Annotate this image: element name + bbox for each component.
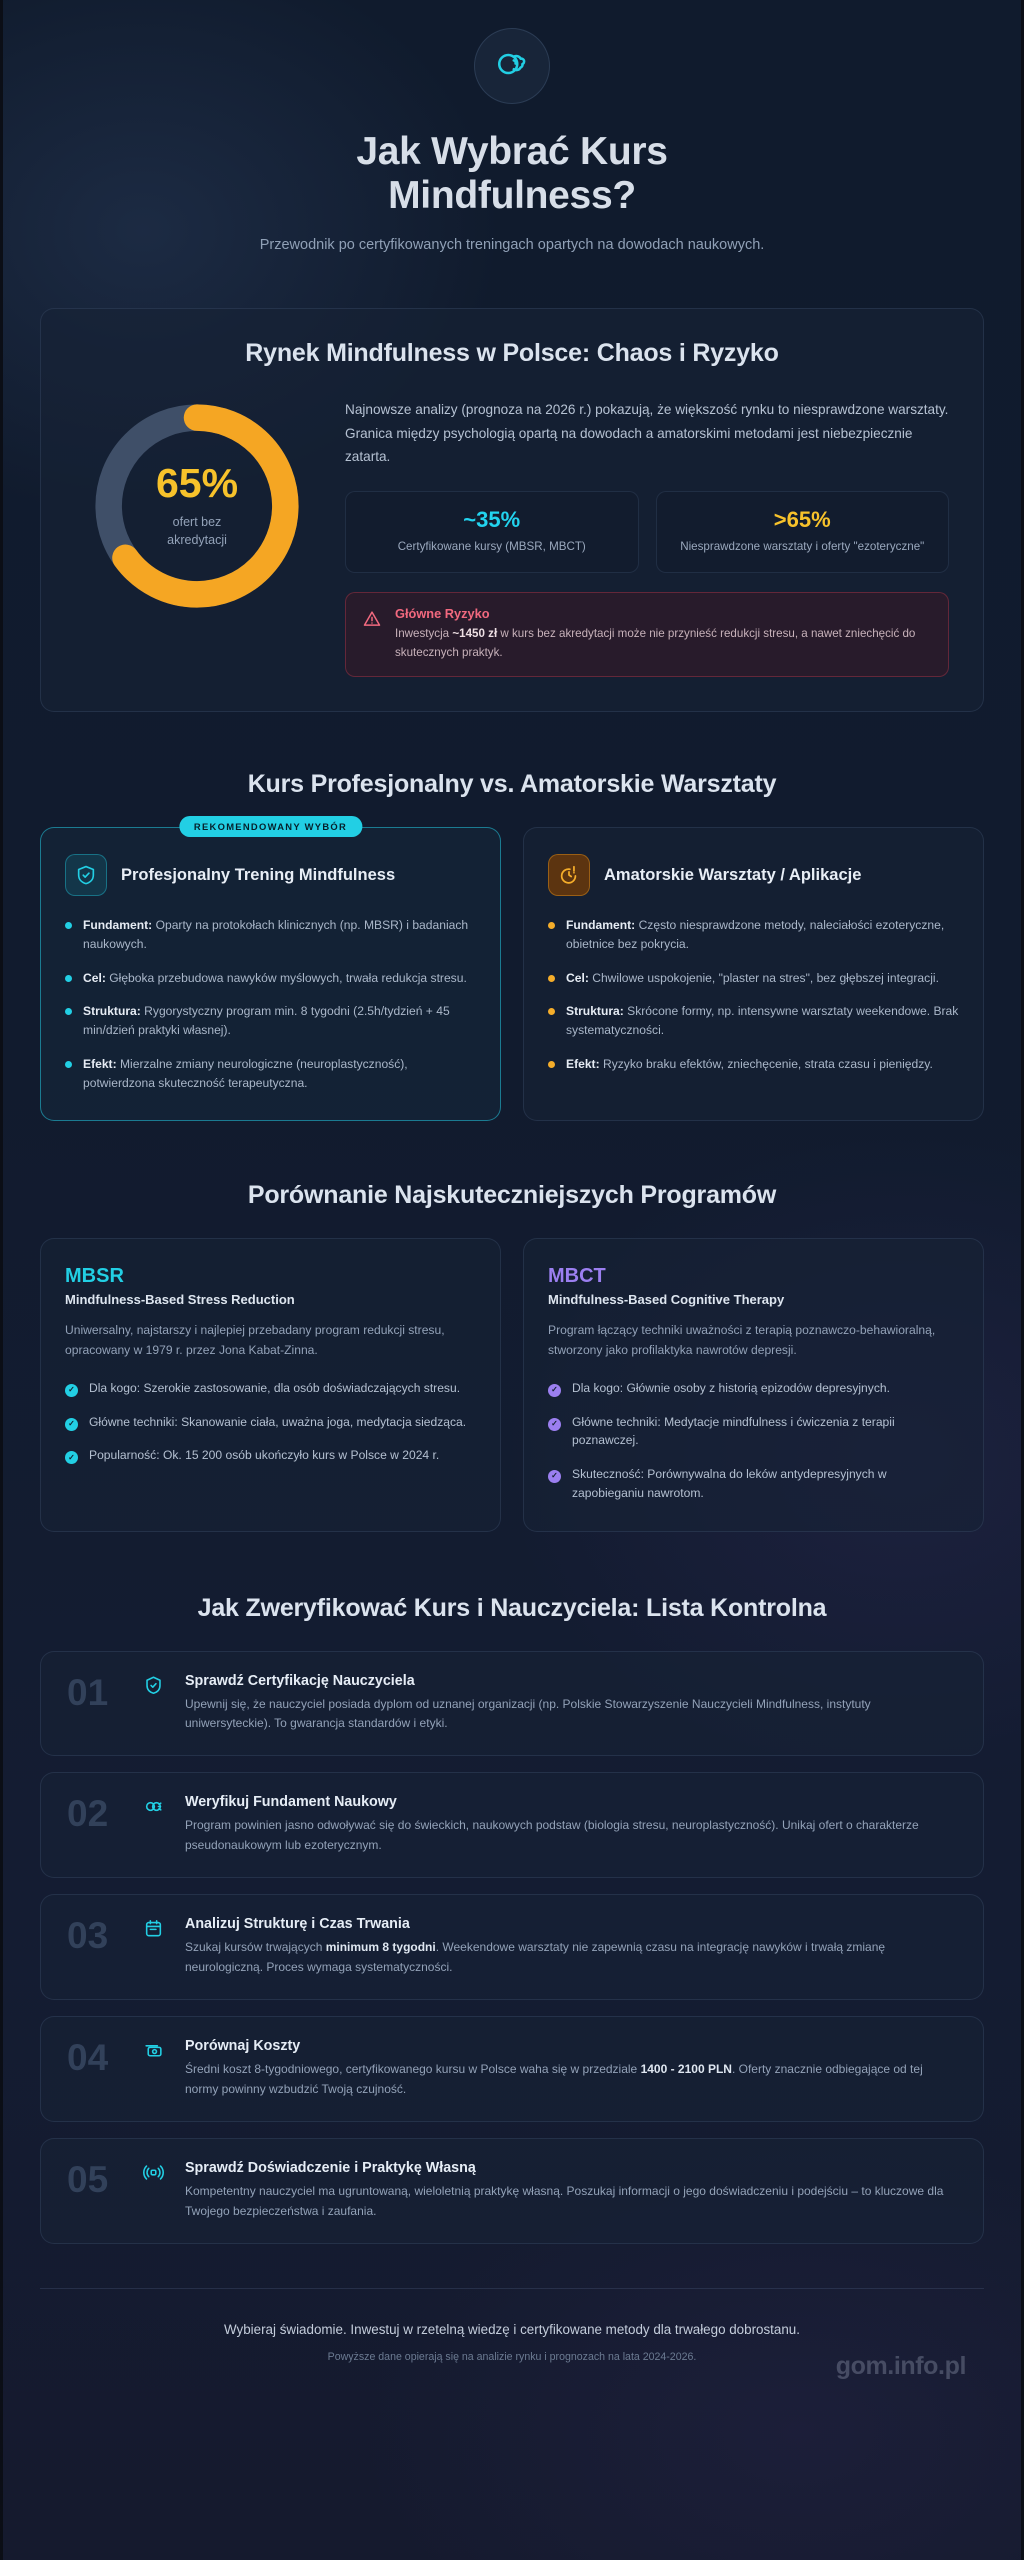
footer-main-text: Wybieraj świadomie. Inwestuj w rzetelną wiedzę i certyfikowane metody dla trwałego dobrostanu. xyxy=(224,2321,800,2337)
list-item xyxy=(65,969,476,988)
bullet-text: Chwilowe uspokojenie, "plaster na stres", bez głębszej integracji. xyxy=(588,970,939,985)
step-text xyxy=(185,2060,957,2099)
warning-triangle-icon xyxy=(362,609,382,634)
check-circle-icon: ✓ xyxy=(65,1384,78,1397)
bullet-label: Cel: xyxy=(566,970,589,985)
bullet-label: Fundament: xyxy=(83,918,153,933)
step-text-before: Upewnij się, że nauczyciel posiada dyplom od uznanej organizacji (np. Polskie Stowarzyszenie Nauczycieli Mindfulness, instytuty uniwersyteckie). To gwarancja standardów i etyki. xyxy=(185,1696,871,1731)
bullet-dot-icon xyxy=(65,975,72,982)
step-text-before: Program powinien jasno odwoływać się do świeckich, naukowych podstaw (biologia stresu, neuroplastyczność). Unikaj ofert o charakterze pseudonaukowym lub ezoterycznym. xyxy=(185,1818,919,1852)
check-circle-icon: ✓ xyxy=(65,1418,78,1431)
list-item xyxy=(65,1055,476,1092)
risk-text xyxy=(395,625,932,662)
bullet-text: Ryzyko braku efektów, zniechęcenie, strata czasu i pieniędzy. xyxy=(599,1056,933,1071)
page-subtitle: Przewodnik po certyfikowanych treningach opartych na dowodach naukowych. xyxy=(259,236,765,253)
clock-alert-icon xyxy=(548,854,590,896)
check-circle-icon: ✓ xyxy=(548,1418,561,1431)
list-item-text: Skuteczność: Porównywalna do leków antydepresyjnych w zapobieganiu nawrotom. xyxy=(572,1467,887,1500)
risk-callout xyxy=(345,592,949,677)
stat-box-certified xyxy=(345,491,639,574)
step-title: Sprawdź Doświadczenie i Praktykę Własną xyxy=(185,2160,476,2177)
amateur-bullet-list xyxy=(548,916,959,1073)
accreditation-donut-chart xyxy=(91,400,303,612)
bullet-text: Oparty na protokołach klinicznych (np. MBSR) i badaniach naukowych. xyxy=(83,918,469,951)
checklist-item-05 xyxy=(40,2138,984,2244)
step-text xyxy=(185,2182,957,2221)
market-stat-row xyxy=(345,491,949,574)
list-item-text: Popularność: Ok. 15 200 osób ukończyło kurs w Polsce w 2024 r. xyxy=(89,1448,440,1463)
comparison-card-title-amateur: Amatorskie Warsztaty / Aplikacje xyxy=(604,865,862,884)
bullet-text: Głęboka przebudowa nawyków myślowych, trwała redukcja stresu. xyxy=(105,970,467,985)
program-card-mbct xyxy=(523,1238,984,1531)
list-item xyxy=(65,1446,476,1465)
page-title: Jak Wybrać Kurs Mindfulness? xyxy=(356,130,668,218)
bullet-label: Efekt: xyxy=(566,1056,600,1071)
bullet-dot-icon xyxy=(548,975,555,982)
microscope-brain-icon xyxy=(143,1793,185,1822)
step-highlight: 1400 - 2100 PLN xyxy=(640,2062,732,2077)
checklist-item-04 xyxy=(40,2016,984,2122)
step-title: Analizuj Strukturę i Czas Trwania xyxy=(185,1916,410,1933)
calendar-icon xyxy=(143,1915,185,1944)
step-text xyxy=(185,1816,957,1855)
checklist-item-01 xyxy=(40,1651,984,1757)
bullet-label: Struktura: xyxy=(83,1004,141,1019)
bullet-dot-icon xyxy=(548,922,555,929)
list-item xyxy=(548,1465,959,1502)
program-fullname-mbsr: Mindfulness-Based Stress Reduction xyxy=(65,1292,295,1308)
step-text xyxy=(185,1938,957,1977)
list-item xyxy=(548,969,959,988)
bullet-label: Cel: xyxy=(83,970,106,985)
list-item xyxy=(65,1002,476,1039)
program-abbr-mbct: MBCT xyxy=(548,1265,606,1288)
market-overview-card xyxy=(40,308,984,712)
checklist-item-03 xyxy=(40,1894,984,2000)
programs-title: Porównanie Najskuteczniejszych Programów xyxy=(247,1181,777,1210)
step-text-before: Średni koszt 8-tygodniowego, certyfikowanego kursu w Polsce waha się w przedziale xyxy=(185,2062,641,2077)
bullet-text: Mierzalne zmiany neurologiczne (neuroplastyczność), potwierdzona skuteczność terapeutyczna. xyxy=(83,1056,408,1090)
recommended-badge: REKOMENDOWANY WYBÓR xyxy=(179,816,362,837)
step-text-after: . Oferty znacznie odbiegające od tej normy powinny wzbudzić Twoją czujność. xyxy=(185,2062,923,2096)
comparison-card-professional xyxy=(40,821,501,1121)
step-text-before: Kompetentny nauczyciel ma ugruntowaną, wieloletnią praktykę własną. Poszukaj informacji o jego doświadczeniu i podejściu – to kluczowe dla Twojego bezpieczeństwa i zaufania. xyxy=(185,2184,944,2218)
stat-value-certified: ~35% xyxy=(463,506,521,532)
comparison-section xyxy=(40,770,984,1121)
list-item-text: Główne techniki: Skanowanie ciała, uważna joga, medytacja siedząca. xyxy=(89,1414,467,1429)
stat-caption-unverified: Niesprawdzone warsztaty i oferty "ezoteryczne" xyxy=(680,539,925,553)
bullet-text: Często niesprawdzone metody, naleciałości ezoteryczne, obietnice bez pokrycia. xyxy=(566,918,945,951)
bullet-dot-icon xyxy=(65,1061,72,1068)
broadcast-icon xyxy=(143,2159,185,2188)
list-item xyxy=(65,1413,476,1432)
step-highlight: minimum 8 tygodni xyxy=(325,1940,436,1955)
list-item xyxy=(548,1055,959,1074)
bullet-label: Fundament: xyxy=(566,918,636,933)
programs-section xyxy=(40,1181,984,1531)
program-description-mbsr: Uniwersalny, najstarszy i najlepiej przebadany program redukcji stresu, opracowany w 1979 r. przez Jona Kabat-Zinna. xyxy=(65,1323,445,1357)
stat-box-unverified xyxy=(656,491,950,574)
program-card-mbsr xyxy=(40,1238,501,1531)
check-circle-icon: ✓ xyxy=(548,1470,561,1483)
shield-check-icon xyxy=(65,854,107,896)
bullet-label: Efekt: xyxy=(83,1056,117,1071)
professional-bullet-list xyxy=(65,916,476,1092)
list-item xyxy=(548,916,959,953)
risk-text-after: w kurs bez akredytacji może nie przynieść redukcji stresu, a nawet zniechęcić do skutecznych praktyk. xyxy=(395,627,916,659)
stat-value-unverified: >65% xyxy=(773,506,831,532)
program-description-mbct: Program łączący techniki uważności z terapią poznawczo-behawioralną, stworzony jako profilaktyka nawrotów depresji. xyxy=(548,1323,936,1357)
bullet-label: Struktura: xyxy=(566,1004,624,1019)
market-title: Rynek Mindfulness w Polsce: Chaos i Ryzyko xyxy=(245,339,779,368)
list-item xyxy=(548,1379,959,1398)
program-fullname-mbct: Mindfulness-Based Cognitive Therapy xyxy=(548,1292,785,1308)
list-item xyxy=(65,1379,476,1398)
donut-chart-container xyxy=(75,394,319,612)
badge-check-icon xyxy=(143,1672,185,1701)
step-number: 03 xyxy=(67,1915,109,1957)
step-text-after: . Weekendowe warsztaty nie zapewnią czasu na integrację nawyków i trwałą zmianę neurologiczną. Proces wymaga systematyczności. xyxy=(185,1940,886,1974)
step-number: 01 xyxy=(67,1671,109,1713)
bullet-dot-icon xyxy=(65,1008,72,1015)
step-title: Porównaj Koszty xyxy=(185,2038,301,2055)
comparison-card-title-professional: Profesjonalny Trening Mindfulness xyxy=(121,865,396,884)
banknotes-icon xyxy=(143,2037,185,2066)
list-item xyxy=(548,1413,959,1450)
step-title: Weryfikuj Fundament Naukowy xyxy=(185,1794,397,1811)
program-abbr-mbsr: MBSR xyxy=(65,1265,124,1288)
step-title: Sprawdź Certyfikację Nauczyciela xyxy=(185,1672,415,1689)
list-item xyxy=(65,916,476,953)
comparison-title: Kurs Profesjonalny vs. Amatorskie Warsztaty xyxy=(247,770,777,799)
stat-caption-certified: Certyfikowane kursy (MBSR, MBCT) xyxy=(397,539,586,553)
risk-highlight: ~1450 zł xyxy=(452,627,498,641)
step-number: 02 xyxy=(67,1793,109,1835)
bullet-dot-icon xyxy=(548,1061,555,1068)
list-item-text: Główne techniki: Medytacje mindfulness i ćwiczenia z terapii poznawczej. xyxy=(572,1414,895,1448)
list-item xyxy=(548,1002,959,1039)
page-footer xyxy=(40,2288,984,2401)
risk-title: Główne Ryzyko xyxy=(395,606,490,622)
bullet-text: Rygorystyczny program min. 8 tygodni (2.5h/tydzień + 45 min/dzień praktyki własnej). xyxy=(83,1004,450,1038)
check-circle-icon: ✓ xyxy=(65,1451,78,1464)
hero-section xyxy=(40,0,984,256)
risk-text-before: Inwestycja xyxy=(395,627,453,641)
hero-icon-badge xyxy=(474,28,550,104)
program-feature-list-mbsr xyxy=(65,1379,476,1465)
list-item-text: Dla kogo: Szerokie zastosowanie, dla osób doświadczających stresu. xyxy=(89,1380,461,1395)
brain-icon xyxy=(494,46,530,87)
step-text-before: Szukaj kursów trwających xyxy=(185,1940,326,1955)
checklist-title: Jak Zweryfikować Kurs i Nauczyciela: Lista Kontrolna xyxy=(197,1593,827,1622)
checklist-item-02 xyxy=(40,1772,984,1878)
program-feature-list-mbct xyxy=(548,1379,959,1503)
bullet-text: Skrócone formy, np. intensywne warsztaty weekendowe. Brak systematyczności. xyxy=(566,1004,959,1038)
bullet-dot-icon xyxy=(65,922,72,929)
bullet-dot-icon xyxy=(548,1008,555,1015)
step-text xyxy=(185,1695,957,1734)
check-circle-icon: ✓ xyxy=(548,1384,561,1397)
checklist-section xyxy=(40,1594,984,2244)
market-lead-text: Najnowsze analizy (prognoza na 2026 r.) pokazują, że większość rynku to niesprawdzone warsztaty. Granica między psychologią opartą na dowodach a amatorskimi metodami jest niebezpiecznie zatarta. xyxy=(345,402,949,465)
comparison-card-amateur xyxy=(523,827,984,1121)
donut-label: ofert bez akredytacji xyxy=(167,515,227,548)
step-number: 05 xyxy=(67,2159,109,2201)
footer-sub-text: Powyższe dane opierają się na analizie rynku i prognozach na lata 2024-2026. xyxy=(327,2351,697,2364)
donut-value: 65% xyxy=(155,460,239,507)
step-number: 04 xyxy=(67,2037,109,2079)
site-watermark: gom.info.pl xyxy=(835,2352,966,2381)
list-item-text: Dla kogo: Głównie osoby z historią epizodów depresyjnych. xyxy=(572,1380,890,1395)
